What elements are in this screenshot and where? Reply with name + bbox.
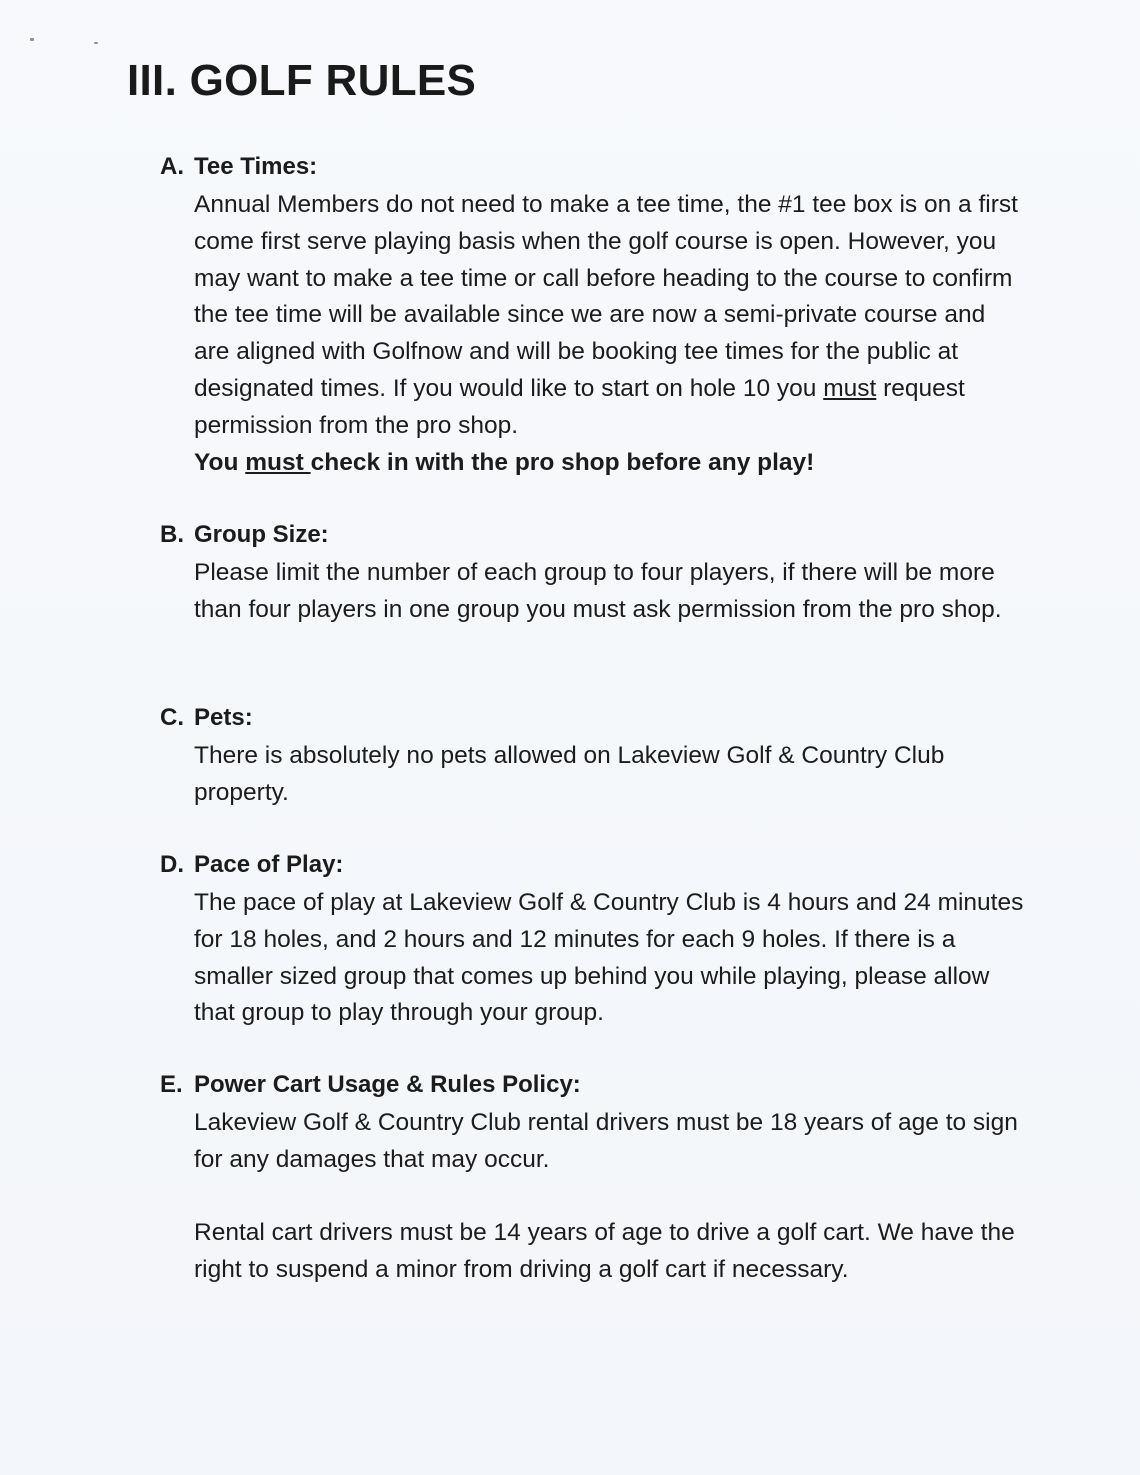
section-title: Tee Times: [194, 153, 318, 180]
body-paragraph: Lakeview Golf & Country Club rental drivers must be 18 years of age to sign for any damages that may occur. [194, 1109, 1018, 1173]
body-paragraph: There is absolutely no pets allowed on Lakeview Golf & Country Club property. [194, 742, 945, 806]
body-paragraph: Please limit the number of each group to four players, if there will be more than four players in one group you must ask permission from the pro shop. [194, 559, 1002, 623]
underlined-emphasis: must [245, 448, 311, 476]
page-title: III. GOLF RULES [127, 56, 477, 105]
section-power-cart-policy [160, 1068, 1040, 1289]
section-pets [160, 701, 1040, 812]
bold-notice [194, 445, 1024, 482]
section-body [194, 885, 1024, 1032]
section-body [194, 738, 1024, 812]
section-letter: B. [160, 521, 184, 548]
section-title: Pets: [194, 704, 253, 731]
scan-speck [30, 38, 34, 41]
section-letter: E. [160, 1071, 183, 1098]
section-pace-of-play [160, 848, 1040, 1032]
body-paragraph: The pace of play at Lakeview Golf & Country Club is 4 hours and 24 minutes for 18 holes, and 2 hours and 12 minutes for each 9 holes. If there is a smaller sized group that comes up behind you while playing, please allow that group to play through your group. [194, 889, 1024, 1027]
section-body [194, 1105, 1024, 1289]
section-title: Power Cart Usage & Rules Policy: [194, 1071, 581, 1098]
body-text-segment: request permission from the pro shop. [194, 374, 965, 439]
body-text-segment: Annual Members do not need to make a tee time, the #1 tee box is on a first come first serve playing basis when the golf course is open. However, you may want to make a tee time or call before heading to the course to confirm the tee time will be available since we are now a semi-private course and are aligned with Golfnow and will be booking tee times for the public at designated times. If you would like to start on hole 10 you [194, 191, 1018, 402]
scan-speck [94, 42, 98, 44]
paragraph-gap [194, 1179, 1024, 1216]
body-paragraph [194, 187, 1024, 445]
section-group-size [160, 518, 1040, 629]
section-tee-times [160, 150, 1040, 481]
section-letter: D. [160, 851, 184, 878]
section-letter: A. [160, 153, 184, 180]
section-body [194, 555, 1024, 629]
bold-text-segment: You [194, 448, 246, 476]
section-heading [160, 701, 1040, 735]
underlined-emphasis: must [823, 374, 877, 402]
section-letter: C. [160, 704, 184, 731]
section-heading [160, 1068, 1040, 1102]
section-heading [160, 150, 1040, 184]
section-heading [160, 848, 1040, 882]
section-title: Group Size: [194, 521, 329, 548]
section-heading [160, 518, 1040, 552]
bold-text-segment: check in with the pro shop before any play! [310, 448, 815, 476]
section-body [194, 187, 1024, 481]
section-title: Pace of Play: [194, 851, 344, 878]
body-paragraph: Rental cart drivers must be 14 years of age to drive a golf cart. We have the right to suspend a minor from driving a golf cart if necessary. [194, 1219, 1015, 1284]
